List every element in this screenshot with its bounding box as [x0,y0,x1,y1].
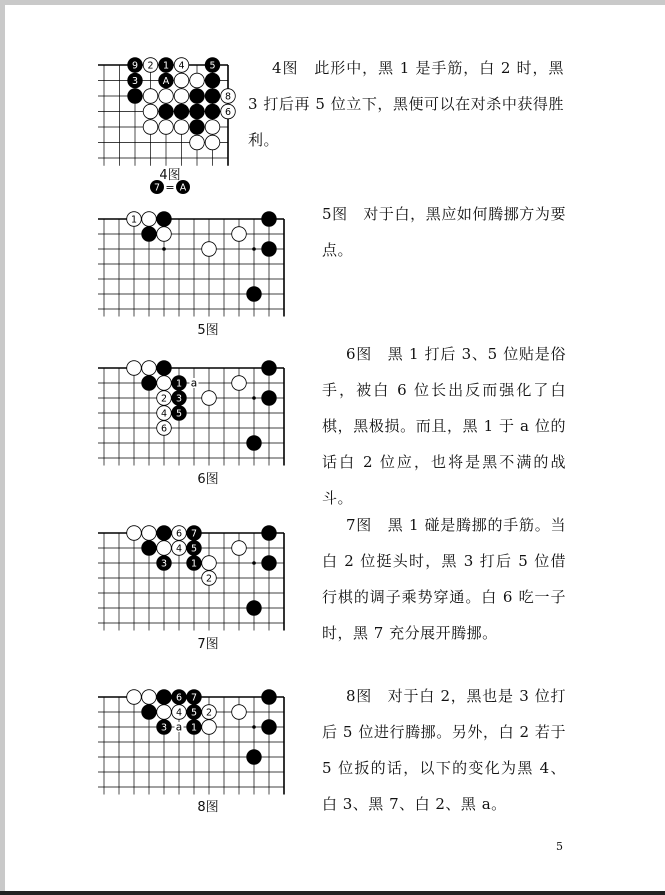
white-stone [159,89,174,104]
white-stone [157,541,172,556]
white-stone [157,406,172,421]
black-stone [157,690,172,705]
white-stone [205,120,220,135]
black-stone [187,541,202,556]
diagram-caption-4: 4图 [159,168,181,183]
black-stone [247,601,262,616]
white-stone [157,421,172,436]
black-stone [157,720,172,735]
black-stone [128,73,143,88]
white-stone [232,541,247,556]
black-stone [159,104,174,119]
move-number: 4 [178,60,185,72]
white-stone [143,104,158,119]
black-stone [262,690,277,705]
black-stone [187,690,202,705]
note-equals: = [165,181,175,194]
go-diagram-4 [98,54,238,166]
move-number: 5 [175,408,183,420]
white-stone [202,242,217,257]
white-stone [157,391,172,406]
black-stone [172,406,187,421]
black-stone [187,720,202,735]
white-stone [174,120,189,135]
black-stone [190,120,205,135]
white-stone [232,376,247,391]
diagram-caption-5: 5图 [197,323,219,338]
black-stone [174,104,189,119]
move-number: 6 [160,423,168,435]
white-stone [174,58,189,73]
go-diagram-8 [98,682,308,797]
black-stone [142,541,157,556]
white-stone [142,361,157,376]
move-number: 4 [175,543,183,555]
white-stone [174,73,189,88]
black-stone [190,104,205,119]
black-stone [142,376,157,391]
move-number: 2 [147,60,154,72]
black-stone [262,212,277,227]
move-number: 1 [190,558,198,570]
black-stone [262,556,277,571]
move-number: 8 [224,91,232,103]
white-stone [157,705,172,720]
black-stone [159,58,174,73]
black-stone [262,391,277,406]
point-mark: a [190,377,198,390]
black-stone [159,73,174,88]
black-stone [205,58,220,73]
move-number: 4 [175,707,183,719]
black-stone [172,376,187,391]
black-stone [247,750,262,765]
black-stone [157,361,172,376]
white-stone [221,89,236,104]
black-stone [262,242,277,257]
white-stone [190,73,205,88]
go-diagram-5 [98,204,308,319]
black-stone [205,73,220,88]
black-stone [187,705,202,720]
move-number: 3 [175,393,183,405]
black-stone [157,556,172,571]
star-point [252,247,256,251]
paragraph-fig5: 5图 对于白，黑应如何腾挪方为要点。 [322,205,566,259]
paragraph-fig7: 7图 黑 1 碰是腾挪的手筋。当白 2 位挺头时，黑 3 打后 5 位借行棋的调子乘势穿通。白 6 吃一子时，黑 7 充分展开腾挪。 [322,516,566,642]
diagram-caption-6: 6图 [197,472,219,487]
move-number: 4 [160,408,168,420]
white-stone [127,690,142,705]
black-stone [128,89,143,104]
white-stone [142,212,157,227]
paragraph-fig8: 8图 对于白 2，黑也是 3 位打后 5 位进行腾挪。另外，白 2 若于 5 位扳的话，以下的变化为黑 4、白 3、黑 7、白 2、黑 a。 [322,687,566,813]
move-number: 1 [190,722,198,734]
white-stone [143,58,158,73]
white-stone [159,120,174,135]
move-number: 7 [190,692,198,704]
white-stone [172,541,187,556]
white-stone [143,89,158,104]
white-stone [202,391,217,406]
black-stone [247,287,262,302]
move-number: 1 [162,60,170,72]
move-number: 2 [205,707,213,719]
move-number: A [162,75,170,87]
white-stone [142,526,157,541]
move-number: 1 [175,378,183,390]
white-stone [172,705,187,720]
viewer-left-border [0,0,5,895]
move-number: 2 [160,393,168,405]
white-stone [174,89,189,104]
white-stone [232,227,247,242]
move-number: 9 [131,60,139,72]
diagram-4-note [148,178,192,196]
move-number: 2 [205,573,213,585]
move-number: 6 [224,106,232,118]
white-stone [172,526,187,541]
move-number: 3 [131,75,139,87]
paragraph-fig4: 4图 此形中，黑 1 是手筋，白 2 时，黑 3 打后再 5 位立下，黑便可以在对杀中获得胜利。 [248,59,564,149]
move-number: 7 [190,528,198,540]
go-diagram-6 [98,353,308,468]
diagram-caption-8: 8图 [197,800,219,815]
white-stone [232,705,247,720]
move-number: 5 [190,543,198,555]
black-stone [128,58,143,73]
black-stone [205,104,220,119]
black-stone [157,526,172,541]
paragraph-fig6: 6图 黑 1 打后 3、5 位贴是俗手，被白 6 位长出反而强化了白棋，黑极损。而且，黑 1 于 a 位的话白 2 位应，也将是黑不满的战斗。 [322,345,566,507]
white-stone [202,556,217,571]
move-number: 3 [160,722,168,734]
black-stone [205,89,220,104]
viewer-top-border [0,0,665,5]
black-stone [172,391,187,406]
white-stone [157,227,172,242]
move-number: 6 [175,528,183,540]
star-point [252,725,256,729]
white-stone [127,361,142,376]
black-stone [187,526,202,541]
white-stone [127,212,142,227]
viewer-bottom-border [0,891,665,895]
black-stone [142,705,157,720]
note-target-label: A [179,182,187,194]
page-number: 5 [556,840,563,853]
white-stone [202,720,217,735]
black-stone [247,436,262,451]
white-stone [142,690,157,705]
white-stone [221,104,236,119]
black-stone [262,526,277,541]
black-stone [172,690,187,705]
move-number: 5 [209,60,216,72]
white-stone [157,376,172,391]
star-point [162,247,166,251]
white-stone [202,571,217,586]
white-stone [127,526,142,541]
star-point [252,561,256,565]
black-stone [187,556,202,571]
black-stone [262,361,277,376]
move-number: 1 [130,214,138,226]
white-stone [205,135,220,150]
point-mark: a [175,721,183,734]
diagram-caption-7: 7图 [197,637,219,652]
move-number: 6 [175,692,183,704]
star-point [252,396,256,400]
black-stone [190,89,205,104]
move-number: 3 [160,558,168,570]
white-stone [202,705,217,720]
black-stone [157,212,172,227]
black-stone [142,227,157,242]
go-diagram-7 [98,518,308,633]
move-number: 5 [190,707,198,719]
black-stone [262,720,277,735]
note-stone-label: 7 [153,182,161,194]
white-stone [190,135,205,150]
white-stone [143,120,158,135]
